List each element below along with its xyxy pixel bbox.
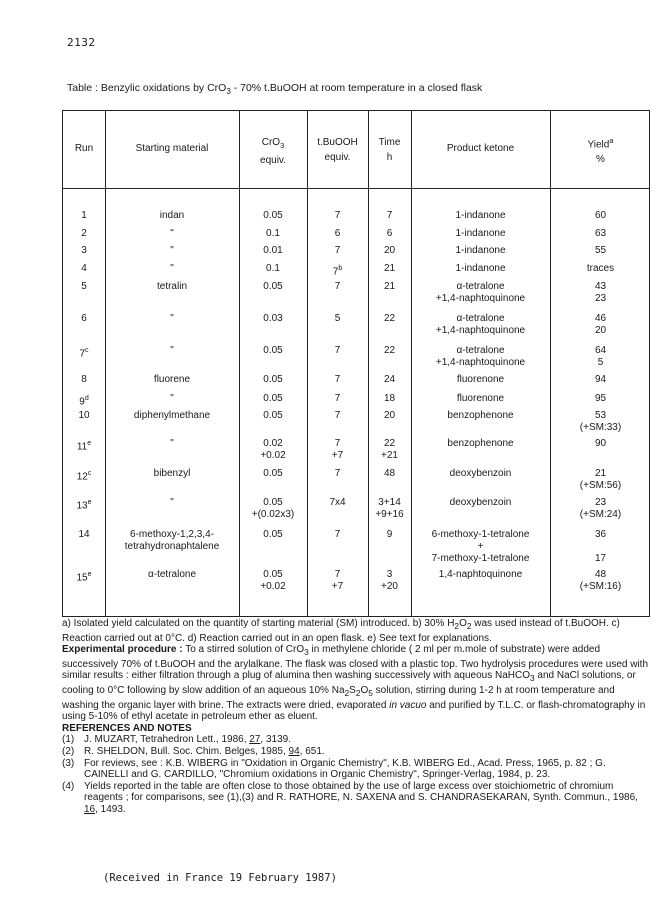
cell-yield-2: 5 <box>597 357 604 368</box>
cell-tbuooh: 7x4 <box>329 497 346 508</box>
cell-tbuooh: 7 <box>334 569 341 580</box>
page-number: 2132 <box>67 36 96 49</box>
reference-text: R. SHELDON, Bull. Soc. Chim. Belges, 1985, 94, 651. <box>84 745 325 757</box>
cell-material: " <box>170 345 174 356</box>
cell-run: 12$^c$ <box>76 470 92 483</box>
cell-material: fluorene <box>153 374 191 385</box>
cell-material: α-tetralone <box>147 569 197 580</box>
cell-product: fluorenone <box>456 393 505 404</box>
cell-tbuooh: 7 <box>334 245 341 256</box>
cell-cro3: 0.05 <box>263 497 283 508</box>
reference-item <box>62 781 652 816</box>
cell-product-2: +1,4-naphtoquinone <box>435 293 526 304</box>
cell-yield: 36 <box>594 529 607 540</box>
cell-cro3: 0.05 <box>263 393 283 404</box>
cell-run: 15e <box>76 571 92 584</box>
cell-time-2: +9+16 <box>375 509 404 520</box>
cell-cro3: 0.05 <box>263 281 283 292</box>
cell-time: 20 <box>383 410 396 421</box>
cell-product: α-tetralone <box>456 313 505 324</box>
cell-tbuooh: 7 <box>334 374 341 385</box>
cell-material: indan <box>159 210 185 221</box>
cell-product: fluorenone <box>456 374 505 385</box>
cell-yield: 63 <box>594 228 607 239</box>
cell-time: 3 <box>386 569 393 580</box>
cell-material: " <box>170 497 174 508</box>
cell-material-2: tetrahydronaphtalene <box>124 541 220 552</box>
cell-cro3: 0.1 <box>266 263 280 274</box>
cell-cro3: 0.05 <box>263 410 283 421</box>
cell-material: " <box>170 263 174 274</box>
header-time: Time h <box>378 137 401 163</box>
cell-product-2: 7-methoxy-1-tetralone <box>431 553 530 564</box>
cell-yield-2: 20 <box>594 325 607 336</box>
cell-tbuooh: 7 <box>334 393 341 404</box>
reference-number: (4) <box>62 780 75 792</box>
reference-text: For reviews, see : K.B. WIBERG in "Oxidation in Organic Chemistry", K.B. WIBERG Ed., Acad. Press, 1965, p. 82 ; G. CAINELLI and G. CARDILLO, "Chromium oxidations in Organic Chemistry", Springer-Verlag, 1984, p. 23. <box>84 757 606 781</box>
header-starting-material: Starting material <box>135 143 209 154</box>
cell-cro3: 0.05 <box>263 468 283 479</box>
cell-yield-2: (+SM:16) <box>579 581 622 592</box>
cell-run: 11e <box>76 440 92 453</box>
cell-product: deoxybenzoin <box>449 497 512 508</box>
cell-run: 2 <box>81 228 87 239</box>
cell-run: 3 <box>81 245 87 256</box>
cell-product-plus: + <box>477 541 484 552</box>
cell-time: 21 <box>383 281 396 292</box>
cell-tbuooh: 7 <box>334 438 341 449</box>
cell-time: 6 <box>386 228 393 239</box>
reference-item <box>62 758 652 781</box>
reference-number: (2) <box>62 745 75 757</box>
cell-product: 1,4-naphtoquinone <box>438 569 523 580</box>
cell-run: 8 <box>81 374 87 385</box>
header-yield: Yield$^a$ % <box>587 136 614 166</box>
cell-product: 6-methoxy-1-tetralone <box>431 529 530 540</box>
cell-yield: traces <box>586 263 615 274</box>
cell-product: 1-indanone <box>455 263 506 274</box>
cell-material: " <box>170 393 174 404</box>
cell-cro3: 0.05 <box>263 374 283 385</box>
cell-time: 18 <box>383 393 396 404</box>
cell-product: benzophenone <box>447 438 514 449</box>
cell-yield-2: (+SM:24) <box>579 509 622 520</box>
cell-time: 3+14 <box>378 497 401 508</box>
cell-run: 4 <box>81 263 87 274</box>
cell-time: 22 <box>383 313 396 324</box>
cell-product-2: +1,4-naphtoquinone <box>435 325 526 336</box>
cell-cro3: 0.05 <box>263 345 283 356</box>
cell-run: 9$^d$ <box>79 395 89 408</box>
cell-time: 48 <box>383 468 396 479</box>
references-list <box>62 734 652 815</box>
cell-cro3-2: +0.02 <box>260 450 286 461</box>
cell-tbuooh: 5 <box>334 313 341 324</box>
cell-cro3: 0.01 <box>263 245 283 256</box>
cell-run: 7$^c$ <box>79 347 89 360</box>
reference-text: Yields reported in the table are often close to those obtained by the use of large excess over stoichiometric of chromium reagents ; for comparisons, see (1),(3) and R. RATHORE, N. SAXENA and S. CHANDRASEKARAN, Synth. Commun., 1986, 16, 1493. <box>84 780 638 815</box>
cell-yield-2: (+SM:33) <box>579 422 622 433</box>
cell-product-2: +1,4-naphtoquinone <box>435 357 526 368</box>
cell-time: 7 <box>386 210 393 221</box>
cell-yield: 23 <box>594 497 607 508</box>
cell-yield: 55 <box>594 245 607 256</box>
reference-item <box>62 734 652 746</box>
cell-cro3: 0.05 <box>263 529 283 540</box>
cell-material: 6-methoxy-1,2,3,4- <box>130 529 214 540</box>
cell-cro3: 0.1 <box>266 228 280 239</box>
cell-yield-2: 17 <box>594 553 607 564</box>
references-heading: REFERENCES AND NOTES <box>62 722 192 734</box>
cell-tbuooh-2: +7 <box>331 581 344 592</box>
cell-run: 1 <box>81 210 87 221</box>
cell-tbuooh: 7 <box>334 281 341 292</box>
cell-yield: 95 <box>594 393 607 404</box>
header-tbuooh: t.BuOOH equiv. <box>317 137 358 163</box>
cell-yield: 90 <box>594 438 607 449</box>
cell-material: diphenylmethane <box>133 410 211 421</box>
cell-yield: 94 <box>594 374 607 385</box>
cell-cro3: 0.03 <box>263 313 283 324</box>
cell-tbuooh: 7 <box>334 529 341 540</box>
cell-product: α-tetralone <box>456 345 505 356</box>
cell-time: 9 <box>386 529 393 540</box>
cell-yield: 60 <box>594 210 607 221</box>
cell-time-2: +20 <box>381 581 398 592</box>
cell-cro3: 0.05 <box>263 210 283 221</box>
results-table <box>62 110 650 617</box>
cell-yield: 43 <box>594 281 607 292</box>
cell-material: " <box>170 245 174 256</box>
cell-product: deoxybenzoin <box>449 468 512 479</box>
cell-product: 1-indanone <box>455 210 506 221</box>
cell-time: 22 <box>383 438 396 449</box>
cell-run: 14 <box>78 529 90 540</box>
cell-tbuooh-2: +7 <box>331 450 344 461</box>
reference-item <box>62 746 652 758</box>
cell-run: 10 <box>78 410 90 421</box>
cell-yield: 53 <box>594 410 607 421</box>
cell-product: 1-indanone <box>455 245 506 256</box>
cell-tbuooh: 7 <box>334 345 341 356</box>
cell-cro3: 0.05 <box>263 569 283 580</box>
cell-yield: 21 <box>594 468 607 479</box>
notes-section <box>62 618 652 816</box>
cell-tbuooh: 7 <box>334 210 341 221</box>
cell-yield: 64 <box>594 345 607 356</box>
cell-tbuooh: 6 <box>334 228 341 239</box>
cell-cro3: 0.02 <box>263 438 283 449</box>
header-run: Run <box>74 143 94 154</box>
cell-yield: 48 <box>594 569 607 580</box>
cell-product: 1-indanone <box>455 228 506 239</box>
cell-material: " <box>170 228 174 239</box>
header-product: Product ketone <box>446 143 515 154</box>
cell-time: 22 <box>383 345 396 356</box>
cell-product: α-tetralone <box>456 281 505 292</box>
cell-tbuooh: 7 <box>334 410 341 421</box>
table-caption: Table : Benzylic oxidations by CrO$_3$ - 70% t.BuOOH at room temperature in a closed flask <box>67 82 483 97</box>
cell-material: " <box>170 438 174 449</box>
cell-product: benzophenone <box>447 410 514 421</box>
cell-tbuooh: 7$^b$ <box>332 265 343 278</box>
cell-yield-2: (+SM:56) <box>579 480 622 491</box>
cell-cro3-2: +(0.02x3) <box>251 509 295 520</box>
received-date: (Received in France 19 February 1987) <box>103 872 337 884</box>
reference-text: J. MUZART, Tetrahedron Lett., 1986, 27, 3139. <box>84 734 291 746</box>
experimental-procedure: Experimental procedure : To a stirred solution of CrO$_3$ in methylene chloride ( 2 ml per m.mole of substrate) were added successively 70% of t.BuOOH and the arylalkane. The flask was closed with a plastic top. Two hydrolysis procedures were used with similar results : either filtration through a plug of alumina then washing successively with aqueous NaHCO$_3$ and NaCl solutions, or cooling to 0°C following by slow addition of an aqueous 10% $Na_2S_2O_5$ solution, stirring during 1-2 h at room temperature and washing the organic layer with brine. The extracts were dried, evaporated in vacuo and purified by T.L.C. or flash-chromatography in using 5-10% of ethyl acetate in petroleum ether as eluent. <box>62 644 649 723</box>
cell-run: 13e <box>76 499 92 512</box>
cell-time: 20 <box>383 245 396 256</box>
cell-run: 6 <box>81 313 87 324</box>
footnotes: a) Isolated yield calculated on the quantity of starting material (SM) introduced. b) 30% $H_2O_2$ was used instead of t.BuOOH. c) Reaction carried out at 0°C. d) Reaction carried out in an open flask. e) See text for explanations. <box>62 618 620 644</box>
cell-time-2: +21 <box>381 450 398 461</box>
cell-cro3-2: +0.02 <box>260 581 286 592</box>
cell-yield: 46 <box>594 313 607 324</box>
header-cro3: CrO$_3$ equiv. <box>260 137 286 166</box>
reference-number: (3) <box>62 757 75 769</box>
cell-material: tetralin <box>156 281 187 292</box>
cell-time: 21 <box>383 263 396 274</box>
cell-run: 5 <box>81 281 87 292</box>
cell-material: " <box>170 313 174 324</box>
cell-tbuooh: 7 <box>334 468 341 479</box>
cell-time: 24 <box>383 374 396 385</box>
reference-number: (1) <box>62 734 75 746</box>
cell-material: bibenzyl <box>153 468 191 479</box>
cell-yield-2: 23 <box>594 293 607 304</box>
